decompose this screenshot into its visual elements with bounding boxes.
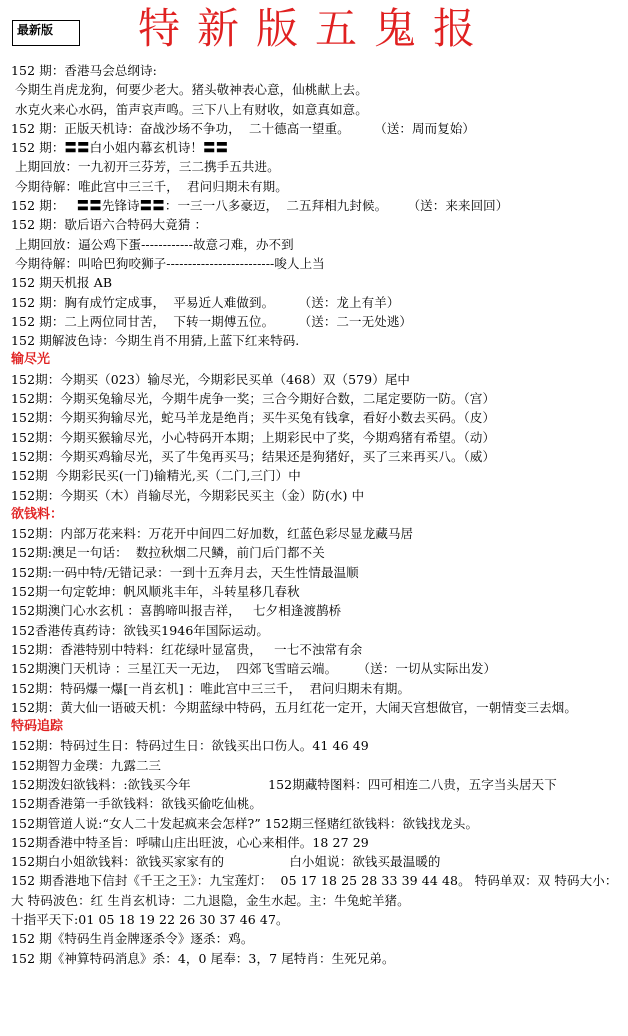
text-line: 152 期香港地下信封《千王之王》：九宝莲灯： 05 17 18 25 28 33 39 44 48。 特码单双：双 特码大小：大 特码波色：红 生肖玄机诗：二九退隐，金生水起。主：牛兔蛇羊猪。 <box>11 873 618 908</box>
text-line: 152 期：歇后语六合特码大竟猜 ： <box>11 217 208 233</box>
text-line: 152期：特码过生日：特码过生日：欲钱买出口伤人。41 46 49 <box>11 738 369 754</box>
text-line: 152期 今期彩民买(一门)输精光,买（二门,三门）中 <box>11 468 301 484</box>
page-title: 特新版五鬼报 <box>138 4 493 53</box>
text-line: 152期：黄大仙一语破天机：今期蓝绿中特码，五月红花一定开，大闹天宫想做官，一朝情变三去烟。 <box>11 699 577 715</box>
section-heading-lose: 输尽光 <box>11 352 51 368</box>
text-line: 152期：香港特别中特料：红花绿叶显富贵， 一七不浊常有余 <box>11 641 363 657</box>
text-line: 152期:澳足一句话： 数拉秋烟二尺鳞，前门后门都不关 <box>11 545 325 561</box>
text-line: 152期：内部万花来料：万花开中间四二好加数，红蓝色彩尽显龙藏马居 <box>11 526 414 542</box>
text-line: 152期：今期买（木）肖输尽光，今期彩民买主（金）防(水) 中 <box>11 487 365 503</box>
section-heading-want: 欲钱料： <box>11 506 64 522</box>
text-line: 152期香港第一手欲钱料：欲钱买偷吃仙桃。 <box>11 796 262 812</box>
text-line: 152期香港中特圣旨：呼啸山庄出旺波，心心来相伴。18 27 29 <box>11 834 369 850</box>
text-line: 152 期：胸有成竹定成事， 平易近人难做到。 （送：龙上有羊） <box>11 294 400 310</box>
text-line: 水克火来心水码，笛声哀声鸣。三下八上有财收，如意真如意。 <box>11 101 368 117</box>
edition-badge: 最新版 <box>12 20 80 46</box>
text-line: 十指平天下:01 05 18 19 22 26 30 37 46 47。 <box>11 912 289 928</box>
header <box>0 0 628 60</box>
text-line: 152期澳门心水玄机 ：喜鹊啼叫报吉祥， 七夕相逢渡鹊桥 <box>11 603 342 619</box>
text-line: 152期：今期买狗输尽光，蛇马羊龙是绝肖；买牛买兔有钱拿，看好小数去买码。（皮） <box>11 410 496 426</box>
text-line: 152 期：二上两位同甘苦， 下转一期傅五位。 （送：二一无处逃） <box>11 313 413 329</box>
text-line: 152 期《特码生肖金牌逐杀令》逐杀：鸡。 <box>11 931 254 947</box>
text-line: 152期智力金璞：九露二三 <box>11 757 162 773</box>
text-line: 152期澳门天机诗 ：三星江天一无边， 四郊飞雪暗云端。 （送：一切从实际出发） <box>11 661 497 677</box>
text-line: 今期待解：唯此宫中三三千， 君问归期未有期。 <box>11 178 288 194</box>
text-line: 152期：今期买鸡输尽光，买了牛兔再买马；结果还是狗猪好，买了三来再买八。（威） <box>11 448 496 464</box>
document-body <box>11 61 625 968</box>
text-line: 152香港传真药诗：欲钱买1946年国际运动。 <box>11 622 269 638</box>
text-line: 152 期：正版天机诗：奋战沙场不争功， 二十德高一望重。 （送：周而复始） <box>11 120 476 136</box>
text-line: 152期：今期买猴输尽光，小心特码开本期；上期彩民中了奖，今期鸡猪有希望。（动） <box>11 429 496 445</box>
section-heading-trace: 特码追踪 <box>11 719 64 735</box>
text-line: 今期待解：叫哈巴狗咬狮子-------------------------唆人上当 <box>11 255 325 271</box>
text-line: 152 期天机报 AB <box>11 275 113 291</box>
text-line: 152期一句定乾坤：帆风顺兆丰年，斗转星移几春秋 <box>11 584 300 600</box>
text-line: 152期泼妇欲钱料：:欲钱买今年 152期藏特图料：四可相连二八贵，五字当头居天下 <box>11 776 557 792</box>
text-line: 152期：今期买兔输尽光，今期牛虎争一奖；三合今期好合数，二尾定要防一防。（宫） <box>11 391 496 407</box>
text-line: 152期：今期买（023）输尽光，今期彩民买单（468）双（579）尾中 <box>11 371 411 387</box>
text-line: 152 期：香港马会总纲诗: <box>11 63 157 78</box>
text-line: 152期：特码爆一爆[一肖玄机] ：唯此宫中三三千， 君问归期未有期。 <box>11 680 411 696</box>
text-line: 152 期《神算特码消息》杀：4，0 尾奉：3，7 尾特肖：生死兄弟。 <box>11 950 395 966</box>
text-line: 152期白小姐欲钱料：欲钱买家家有的 白小姐说：欲钱买最温暖的 <box>11 854 441 870</box>
text-line: 152期:一码中特/无错记录：一到十五奔月去，天生性情最温顺 <box>11 564 359 580</box>
text-line: 152 期： 〓〓先锋诗〓〓：一三一八多豪迈， 二五拜相九封候。 （送：来来回回） <box>11 198 509 214</box>
text-line: 152 期：〓〓白小姐内幕玄机诗！〓〓 <box>11 140 229 156</box>
text-line: 上期回放：一九初开三芬芳，三二携手五共进。 <box>11 159 280 175</box>
text-line: 152 期解波色诗：今期生肖不用猜,上蓝下红来特码. <box>11 333 300 349</box>
text-line: 上期回放：逼公鸡下蛋------------故意刁难，办不到 <box>11 236 294 252</box>
text-line: 152期管道人说:“女人二十发起疯来会怎样?” 152期三怪赌红欲钱料：欲钱找龙头。 <box>11 815 479 831</box>
text-line: 今期生肖虎龙狗，何要少老大。猪头敬神表心意，仙桃献上去。 <box>11 82 368 98</box>
